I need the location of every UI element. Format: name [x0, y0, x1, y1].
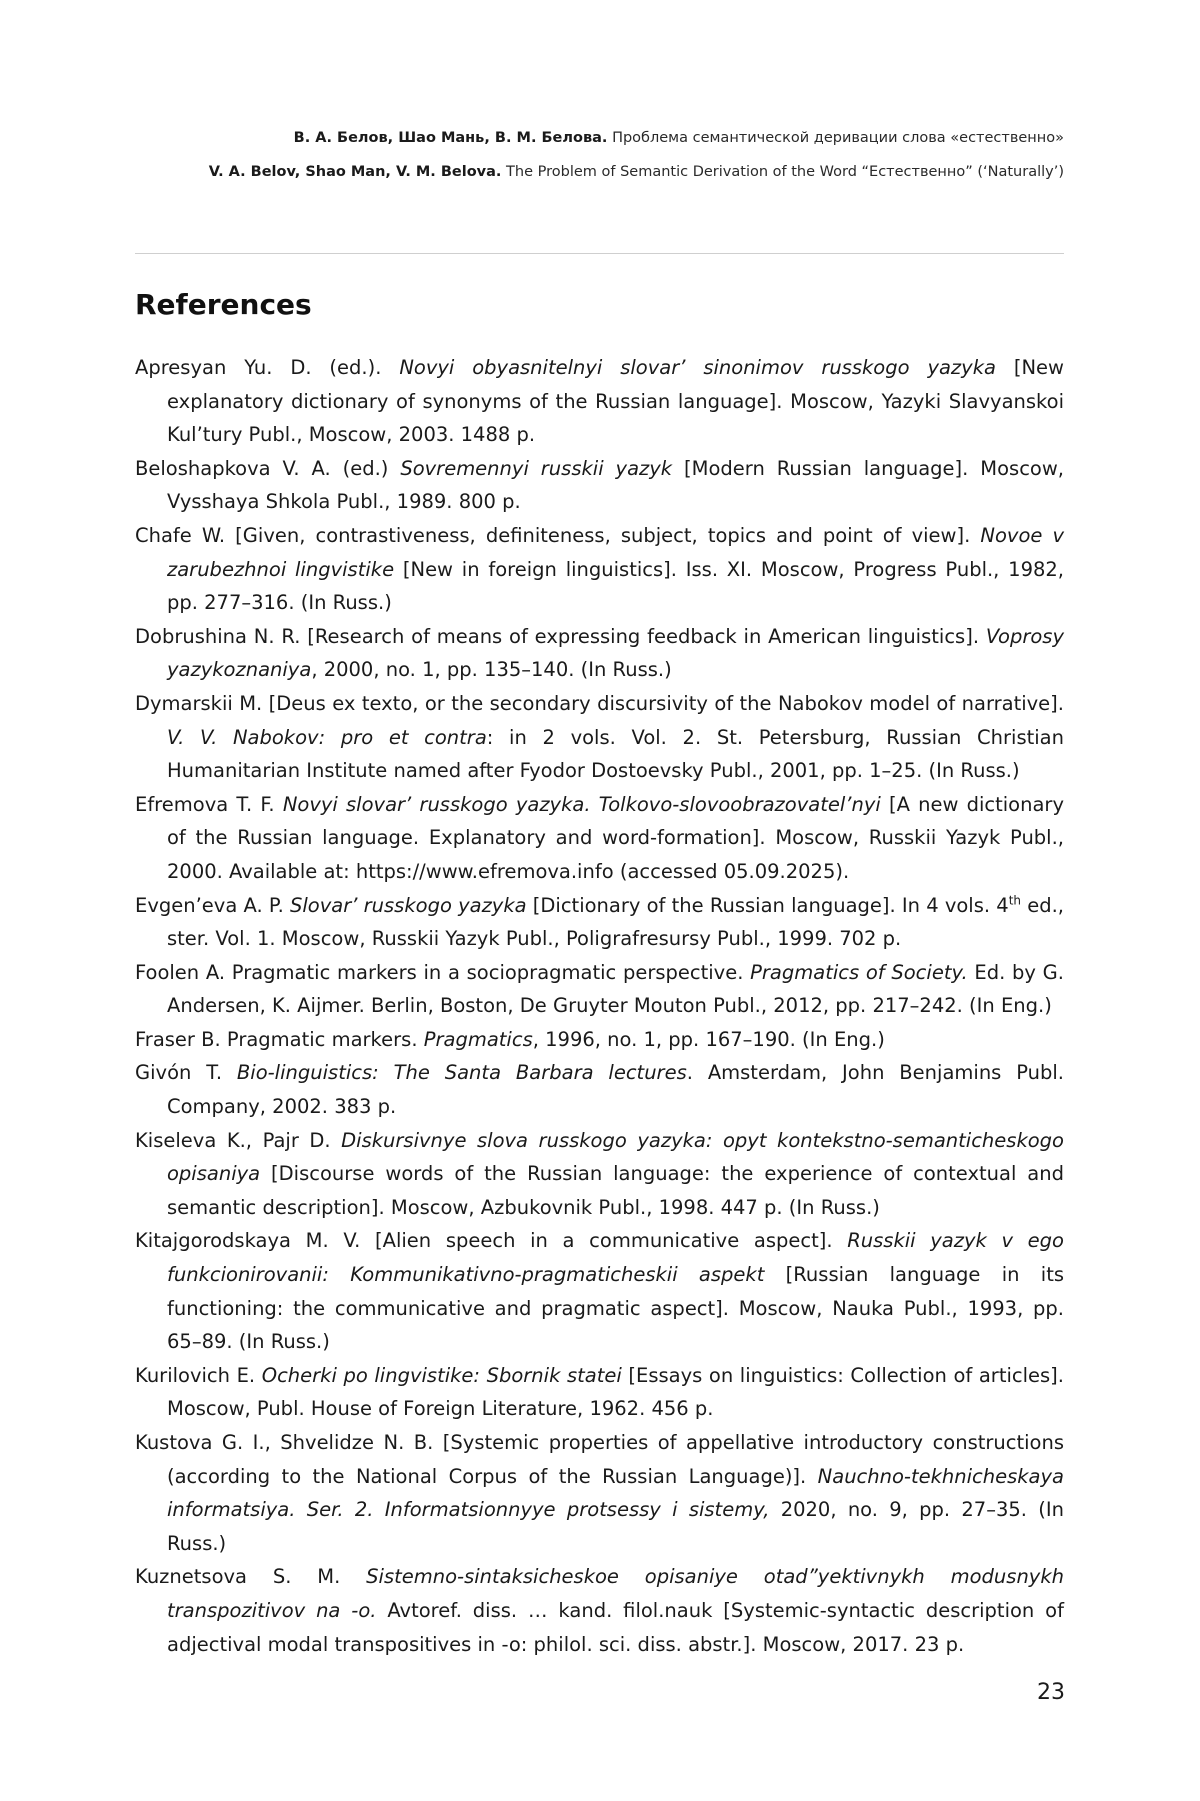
header-title-english: The Problem of Semantic Derivation of the Word “Естественно” (‘Naturally’) [506, 164, 1064, 180]
page-number: 23 [1037, 1680, 1065, 1705]
running-header-russian [135, 129, 1064, 147]
header-authors-russian: В. А. Белов, Шао Мань, В. М. Белова. [293, 130, 608, 146]
reference-item: Chafe W. [Given, contrastiveness, definiteness, subject, topics and point of view]. Novoe v zarubezhnoi lingvistike [New in foreign linguistics]. Iss. XI. Moscow, Progress Publ., 1982, pp. 277–316. (In Russ.) [135, 523, 1064, 615]
header-title-russian: Проблема семантической деривации слова «естественно» [612, 130, 1064, 146]
reference-item: Fraser B. Pragmatic markers. Pragmatics, 1996, no. 1, pp. 167–190. (In Eng.) [135, 1027, 885, 1051]
header-divider [135, 253, 1064, 254]
reference-item: Foolen A. Pragmatic markers in a sociopragmatic perspective. Pragmatics of Society. Ed. by G. Andersen, K. Aijmer. Berlin, Boston, De Gruyter Mouton Publ., 2012, pp. 217–242. (In Eng.) [135, 960, 1064, 1018]
reference-item: Givón T. Bio-linguistics: The Santa Barbara lectures. Amsterdam, John Benjamins Publ. Company, 2002. 383 p. [135, 1061, 1064, 1119]
header-authors-english: V. A. Belov, Shao Man, V. M. Belova. [208, 164, 502, 180]
reference-item: Dymarskii M. [Deus ex texto, or the secondary discursivity of the Nabokov model of narrative]. V. V. Nabokov: pro et contra: in 2 vols. Vol. 2. St. Petersburg, Russian Christian Humanitarian Institute named after Fyodor Dostoevsky Publ., 2001, pp. 1–25. (In Russ.) [135, 691, 1064, 783]
reference-item: Kustova G. I., Shvelidze N. B. [Systemic properties of appellative introductory constructions (according to the National Corpus of the Russian Language)]. Nauchno-tekhnicheskaya informatsiya. Ser. 2. Informatsionnyye protsessy i sistemy, 2020, no. 9, pp. 27–35. (In Russ.) [135, 1431, 1064, 1555]
reference-item: Kiseleva K., Pajr D. Diskursivnye slova russkogo yazyka: opyt kontekstno-semanticheskogo opisaniya [Discourse words of the Russian language: the experience of contextual and semantic description]. Moscow, Azbukovnik Publ., 1998. 447 p. (In Russ.) [135, 1128, 1064, 1219]
reference-item: Beloshapkova V. A. (ed.) Sovremennyi russkii yazyk [Modern Russian language]. Moscow, Vysshaya Shkola Publ., 1989. 800 p. [135, 456, 1064, 514]
reference-item: Kurilovich E. Ocherki po lingvistike: Sbornik statei [Essays on linguistics: Collection of articles]. Moscow, Publ. House of Foreign Literature, 1962. 456 p. [135, 1363, 1064, 1421]
reference-item: Dobrushina N. R. [Research of means of expressing feedback in American linguistics]. Voprosy yazykoznaniya, 2000, no. 1, pp. 135–140. (In Russ.) [135, 624, 1064, 682]
reference-item: Evgen’eva A. P. Slovar’ russkogo yazyka [Dictionary of the Russian language]. In 4 vols. 4th ed., ster. Vol. 1. Moscow, Russkii Yazyk Publ., Poligrafresursy Publ., 1999. 702 p. [135, 893, 1064, 951]
reference-item: Kuznetsova S. M. Sistemno-sintaksicheskoe opisaniye otad”yektivnykh modusnykh transpozitivov na -o. Avtoref. diss. … kand. filol.nauk [Systemic-syntactic description of adjectival modal transpositives in -o: philol. sci. diss. abstr.]. Moscow, 2017. 23 p. [135, 1565, 1064, 1656]
reference-item: Efremova T. F. Novyi slovar’ russkogo yazyka. Tolkovo-slovoobrazovatel’nyi [A new dictionary of the Russian language. Explanatory and word-formation]. Moscow, Russkii Yazyk Publ., 2000. Available at: https://www.efremova.info (accessed 05.09.2025). [135, 792, 1064, 883]
running-header-english [135, 163, 1064, 181]
reference-list [135, 351, 1064, 1661]
reference-item: Apresyan Yu. D. (ed.). Novyi obyasnitelnyi slovar’ sinonimov russkogo yazyka [New explanatory dictionary of synonyms of the Russian language]. Moscow, Yazyki Slavyanskoi Kul’tury Publ., Moscow, 2003. 1488 p. [135, 356, 1064, 447]
reference-item: Kitajgorodskaya M. V. [Alien speech in a communicative aspect]. Russkii yazyk v ego funkcionirovanii: Kommunikativno-pragmaticheskii aspekt [Russian language in its functioning: the communicative and pragmatic aspect]. Moscow, Nauka Publ., 1993, pp. 65–89. (In Russ.) [135, 1229, 1064, 1354]
section-title: References [135, 288, 312, 321]
